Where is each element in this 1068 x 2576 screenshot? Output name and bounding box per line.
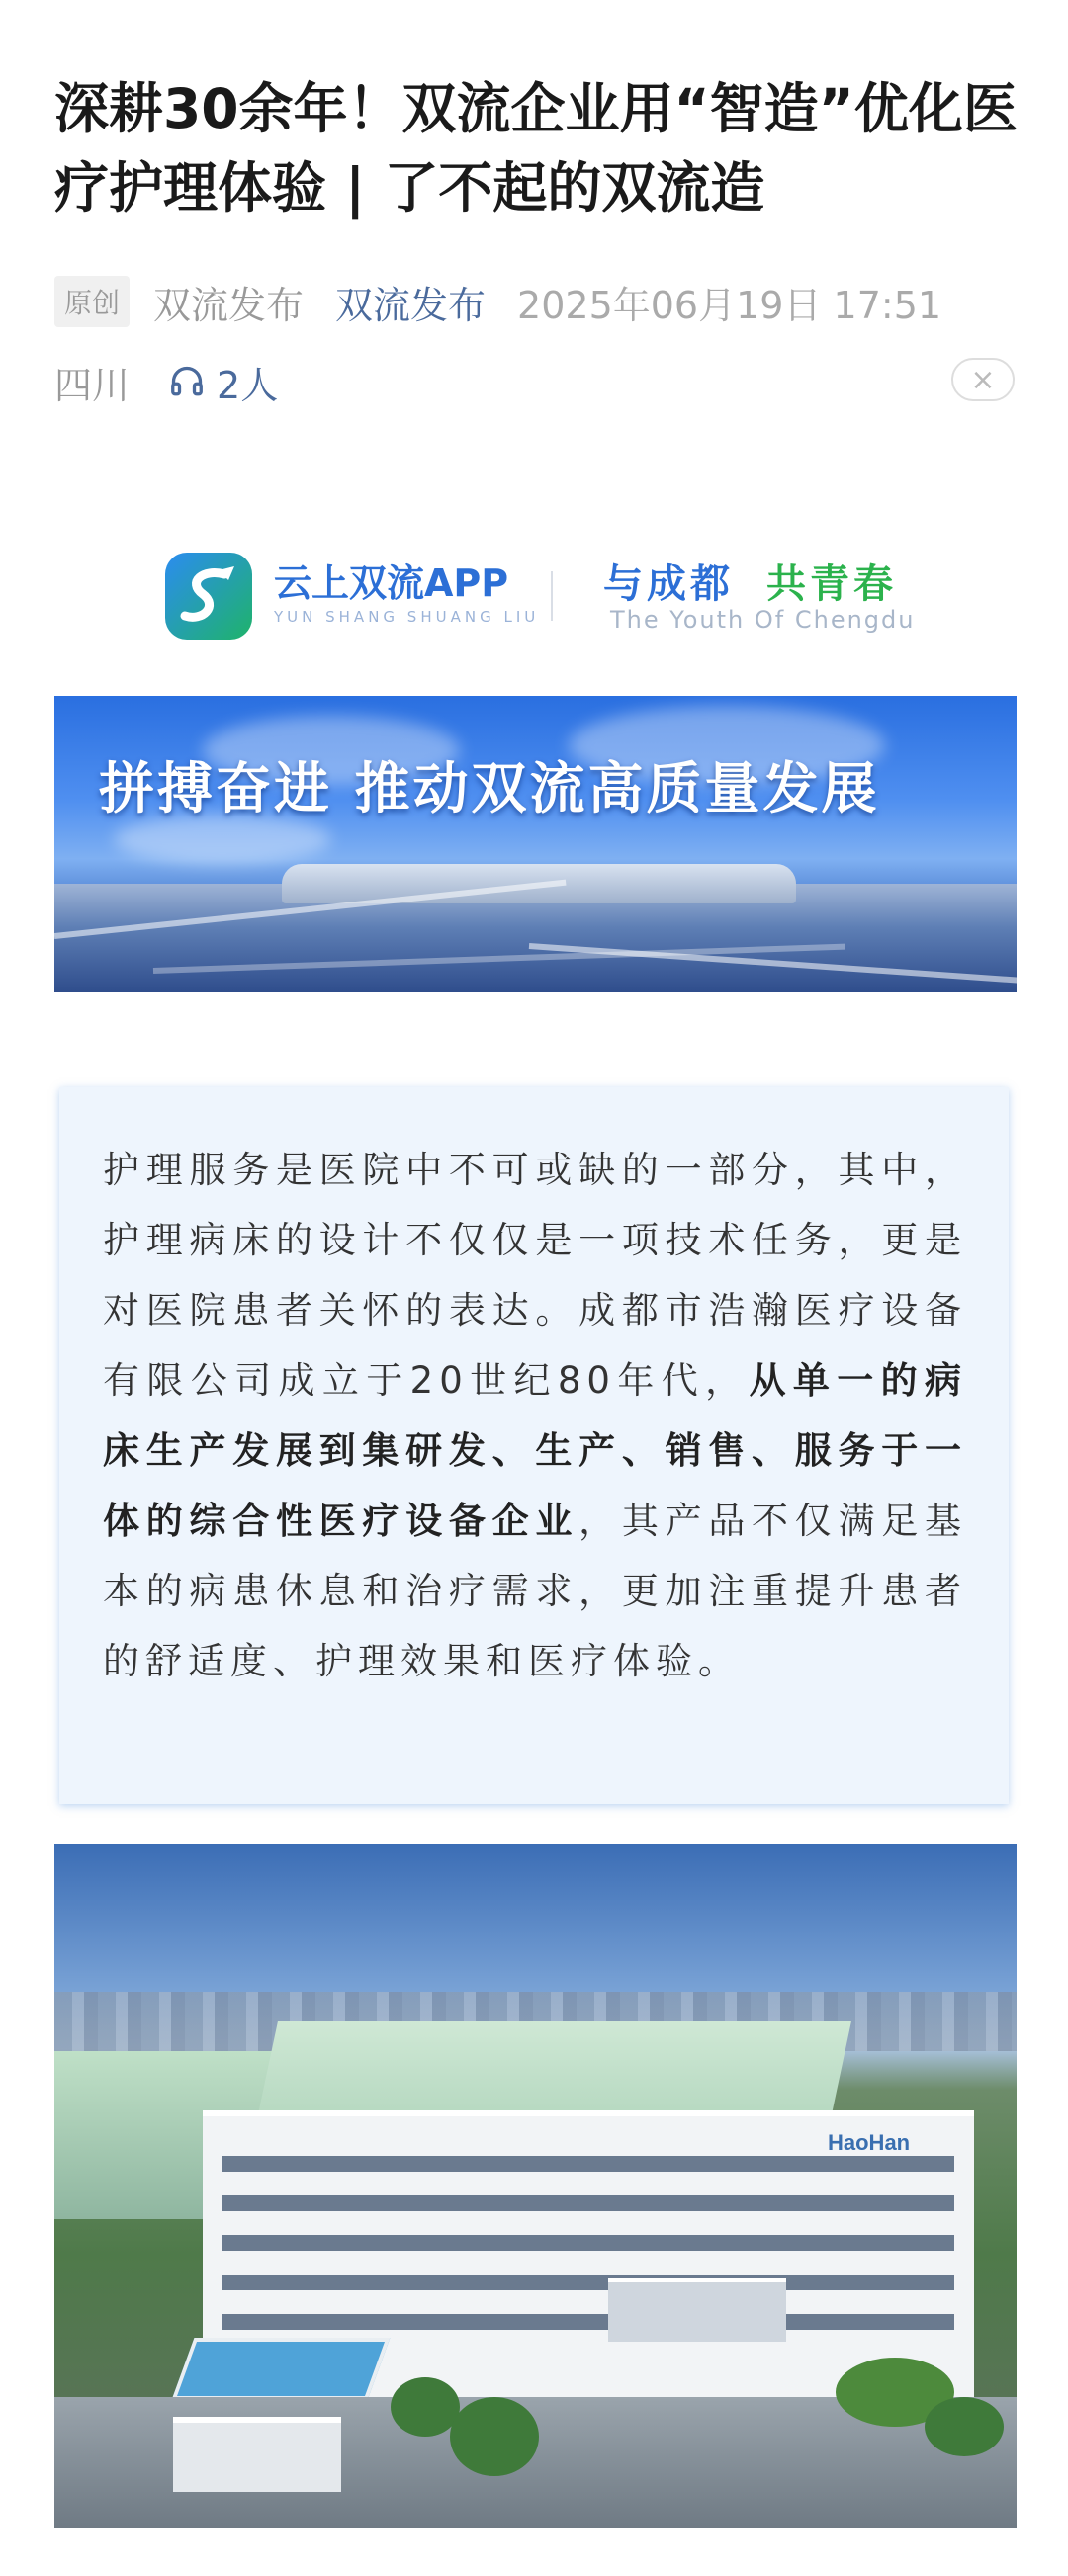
account-link[interactable]: 双流发布 — [335, 283, 487, 327]
listener-count: 2人 — [217, 363, 279, 407]
close-button[interactable] — [951, 358, 1015, 401]
location: 四川 — [54, 363, 131, 407]
close-icon: × — [970, 362, 996, 397]
app-name: 云上双流APP — [274, 561, 509, 605]
intro-text-end: ，其产品不仅满足基本的病患休息和治疗需求，更加注重提升患者的舒适度、护理效果和医疗体验。 — [103, 1500, 968, 1682]
factory-photo — [54, 1844, 1017, 2528]
publish-date: 2025年06月19日 17:51 — [517, 283, 942, 327]
article-meta-secondary — [54, 354, 278, 409]
article-meta — [54, 272, 941, 331]
intro-text-bold: 从单一的病床生产发展到集研发、生产、销售、服务于一体的综合性医疗设备企业 — [103, 1359, 968, 1542]
slogan-english: The Youth Of Chengdu — [610, 606, 916, 634]
listen-button[interactable] — [169, 355, 278, 409]
intro-box — [59, 1087, 1009, 1804]
app-subtitle: YUN SHANG SHUANG LIU — [274, 608, 540, 626]
intro-paragraph — [103, 1135, 967, 1696]
factory-sign: HaoHan — [828, 2130, 911, 2155]
brand-header — [163, 547, 915, 641]
banner-text: 拼搏奋进 推动双流高质量发展 — [99, 757, 880, 821]
article-title: 深耕30余年！双流企业用“智造”优化医疗护理体验 | 了不起的双流造 — [54, 77, 1018, 219]
brand-divider — [551, 571, 553, 621]
headphones-icon — [169, 364, 205, 399]
intro-text-start: 护理服务是医院中不可或缺的一部分，其中，护理病床的设计不仅仅是一项技术任务，更是对医院患者关怀的表达。成都市浩瀚医疗设备有限公司成立于20世纪80年代， — [103, 1149, 967, 1402]
author-name: 双流发布 — [153, 283, 305, 327]
promo-banner — [54, 696, 1017, 992]
slogan-part1: 与成都 — [603, 561, 734, 607]
yunshang-logo-icon — [163, 551, 254, 642]
slogan-part2: 共青春 — [766, 561, 897, 607]
original-badge: 原创 — [54, 276, 130, 327]
